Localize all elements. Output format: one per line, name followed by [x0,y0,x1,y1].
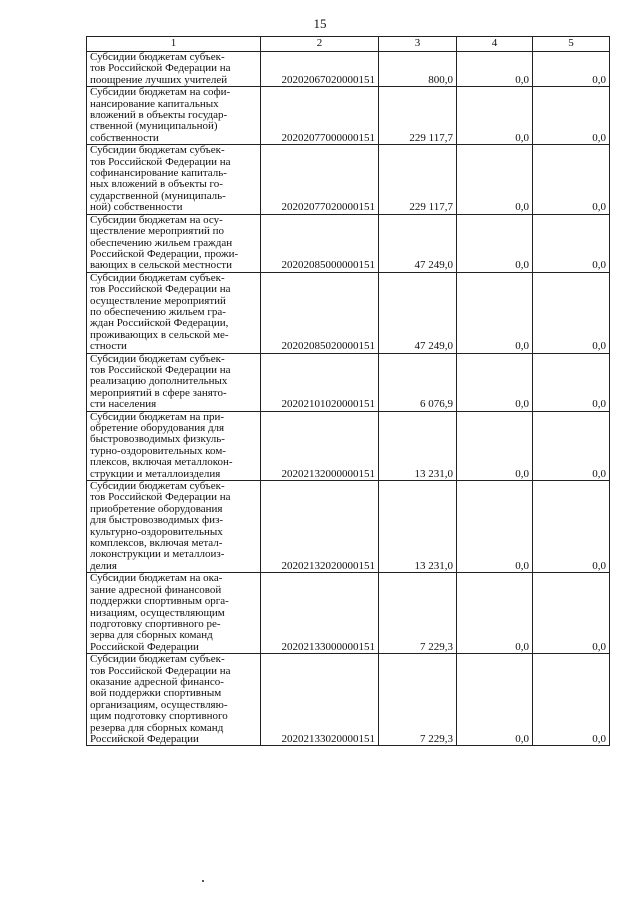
row-value-3: 229 117,7 [379,145,457,214]
column-header: 3 [379,37,457,52]
row-code: 20202077000000151 [261,87,379,145]
row-value-5: 0,0 [533,573,610,654]
table-row [87,145,610,214]
column-header: 5 [533,37,610,52]
row-name: Субсидии бюджетам субъек- тов Российской Федерации на оказание адресной финансо- вой поддержки спортивным организациям, осуществляю- щим подготовку спортивного резерва для сборных команд Российской Федерации [87,654,261,746]
column-header: 2 [261,37,379,52]
row-value-3: 47 249,0 [379,272,457,353]
table-row [87,481,610,573]
row-name: Субсидии бюджетам субъек- тов Российской Федерации на софинансирование капиталь- ных вложений в объекты го- сударственной (муниципаль- ной) собственности [87,145,261,214]
row-value-4: 0,0 [457,87,533,145]
row-value-4: 0,0 [457,481,533,573]
row-value-4: 0,0 [457,272,533,353]
row-value-5: 0,0 [533,411,610,480]
row-value-4: 0,0 [457,411,533,480]
table-row [87,214,610,272]
row-value-3: 7 229,3 [379,573,457,654]
table-row [87,52,610,87]
table-row [87,87,610,145]
row-code: 20202101020000151 [261,353,379,411]
row-code: 20202133000000151 [261,573,379,654]
row-value-4: 0,0 [457,52,533,87]
table-header [87,37,610,52]
row-value-3: 7 229,3 [379,654,457,746]
row-code: 20202132000000151 [261,411,379,480]
table-body [87,52,610,746]
row-name: Субсидии бюджетам на софи- нансирование капитальных вложений в объекты государ- ственной (муниципальной) собственности [87,87,261,145]
row-value-5: 0,0 [533,272,610,353]
row-name: Субсидии бюджетам на при- обретение оборудования для быстровозводимых физкуль- турно-оздоровительных ком- плексов, включая металлокон- струкции и металлоизделия [87,411,261,480]
row-value-4: 0,0 [457,353,533,411]
header-row [87,37,610,52]
row-code: 20202132020000151 [261,481,379,573]
row-value-5: 0,0 [533,654,610,746]
row-name: Субсидии бюджетам на ока- зание адресной финансовой поддержки спортивным орга- низациям, осуществляющим подготовку спортивного ре- зерва для сборных команд Российской Федерации [87,573,261,654]
row-value-3: 229 117,7 [379,87,457,145]
row-code: 20202133020000151 [261,654,379,746]
row-name: Субсидии бюджетам субъек- тов Российской Федерации на приобретение оборудования для быстровозводимых физ- культурно-оздоровительных комплексов, включая метал- локонструкции и металлоиз- делия [87,481,261,573]
row-value-5: 0,0 [533,481,610,573]
row-value-5: 0,0 [533,214,610,272]
budget-table [86,36,610,746]
table-row [87,353,610,411]
table-row [87,272,610,353]
row-value-5: 0,0 [533,52,610,87]
row-code: 20202085020000151 [261,272,379,353]
row-value-3: 13 231,0 [379,481,457,573]
table-row [87,411,610,480]
row-value-3: 6 076,9 [379,353,457,411]
page-number: 15 [313,16,327,31]
row-value-4: 0,0 [457,145,533,214]
row-value-3: 800,0 [379,52,457,87]
column-header: 4 [457,37,533,52]
row-value-4: 0,0 [457,214,533,272]
row-value-3: 13 231,0 [379,411,457,480]
table-row [87,573,610,654]
row-name: Субсидии бюджетам субъек- тов Российской Федерации на поощрение лучших учителей [87,52,261,87]
scan-dot [202,880,204,882]
row-value-5: 0,0 [533,145,610,214]
row-value-4: 0,0 [457,654,533,746]
row-value-5: 0,0 [533,87,610,145]
row-name: Субсидии бюджетам субъек- тов Российской Федерации на осуществление мероприятий по обеспечению жильем гра- ждан Российской Федерации, проживающих в сельской ме- стности [87,272,261,353]
row-name: Субсидии бюджетам на осу- ществление мероприятий по обеспечению жильем граждан Российской Федерации, прожи- вающих в сельской местности [87,214,261,272]
row-code: 20202077020000151 [261,145,379,214]
row-code: 20202067020000151 [261,52,379,87]
column-header: 1 [87,37,261,52]
row-code: 20202085000000151 [261,214,379,272]
row-value-4: 0,0 [457,573,533,654]
table-row [87,654,610,746]
row-value-3: 47 249,0 [379,214,457,272]
row-name: Субсидии бюджетам субъек- тов Российской Федерации на реализацию дополнительных мероприятий в сфере занято- сти населения [87,353,261,411]
row-value-5: 0,0 [533,353,610,411]
